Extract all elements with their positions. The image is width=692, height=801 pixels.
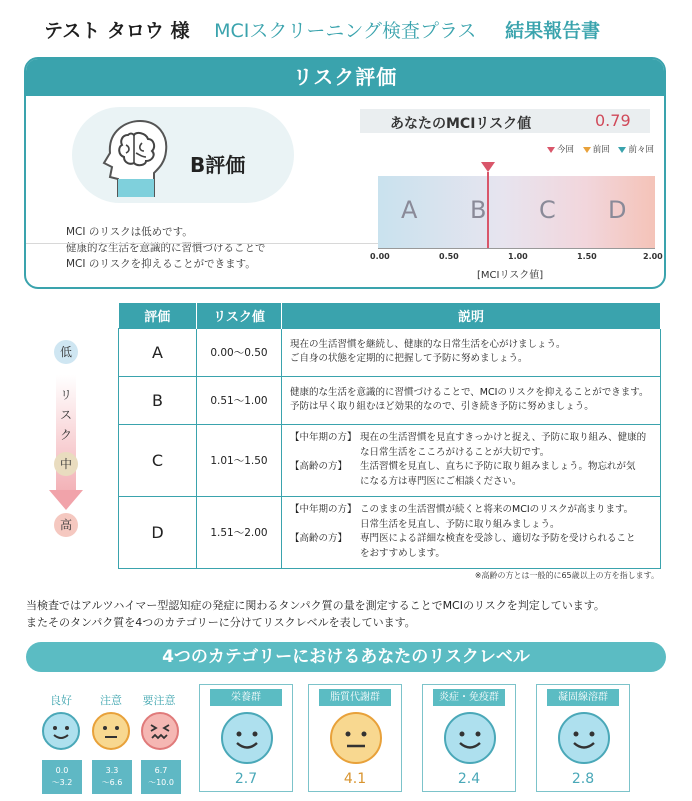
row-range: 1.01〜1.50 bbox=[197, 424, 282, 496]
grade-letter: B bbox=[470, 196, 487, 224]
row-desc bbox=[282, 424, 661, 496]
category-card-lipid bbox=[308, 684, 402, 792]
desc-line: をおすすめします。 bbox=[360, 547, 445, 559]
row-range: 0.51〜1.00 bbox=[197, 376, 282, 424]
risk-eval-panel bbox=[24, 57, 666, 289]
range-max: 〜10.0 bbox=[148, 778, 174, 787]
row-grade: A bbox=[119, 328, 197, 376]
scale-high: 高 bbox=[54, 513, 78, 537]
desc-line: な日常生活をこころがけることが大切です。 bbox=[360, 446, 550, 458]
axis-tick: 1.50 bbox=[577, 252, 597, 261]
middle-age-tag: 【中年期の方】 bbox=[290, 432, 357, 443]
good-face-icon bbox=[41, 711, 81, 751]
desc-line: 予防は早く取り組むほど効果的なので、引き続き予防に努めましょう。 bbox=[290, 401, 594, 412]
desc-line: ご自身の状態を定期的に把握して予防に努めましょう。 bbox=[290, 353, 528, 364]
good-face-icon bbox=[220, 711, 274, 765]
risk-gradient-scale bbox=[378, 176, 655, 248]
axis-tick: 1.00 bbox=[508, 252, 528, 261]
score-value: 0.79 bbox=[595, 111, 631, 130]
range-max: 〜6.6 bbox=[101, 778, 123, 787]
category-card-coagulation bbox=[536, 684, 630, 792]
desc-line: になる方は専門医にご相談ください。 bbox=[360, 475, 522, 487]
warning-face-icon bbox=[140, 711, 180, 751]
level-label-caution: 注意 bbox=[100, 694, 122, 707]
brain-head-icon bbox=[96, 117, 172, 197]
grade-description bbox=[66, 224, 266, 272]
elderly-tag: 【高齢の方】 bbox=[290, 533, 348, 544]
current-score-line bbox=[487, 172, 489, 248]
paragraph-line: またそのタンパク質を4つのカテゴリーに分けてリスクレベルを表しています。 bbox=[26, 616, 416, 629]
row-grade: C bbox=[119, 424, 197, 496]
grade-letter: A bbox=[401, 196, 418, 224]
desc-line: 専門医による詳細な検査を受診し、適切な予防を受けられること bbox=[360, 533, 636, 544]
row-range: 0.00〜0.50 bbox=[197, 328, 282, 376]
range-min: 0.0 bbox=[55, 766, 69, 775]
report-header bbox=[44, 16, 600, 43]
range-min: 6.7 bbox=[154, 766, 168, 775]
good-face-icon bbox=[557, 711, 611, 765]
grade-letter: D bbox=[608, 196, 627, 224]
col-desc: 説明 bbox=[282, 303, 661, 328]
legend-current: 今回 bbox=[557, 145, 575, 155]
desc-line: このままの生活習慣が続くと将来のMCIのリスクが高まります。 bbox=[360, 504, 634, 515]
current-score-marker-icon bbox=[481, 162, 495, 172]
previous-marker-icon bbox=[583, 147, 591, 153]
desc-line: 健康的な生活を意識的に習慣づけることで、MCIのリスクを抑えることができます。 bbox=[290, 386, 649, 398]
grade-letter: C bbox=[539, 196, 556, 224]
good-face-icon bbox=[443, 711, 497, 765]
table-row bbox=[119, 328, 661, 376]
row-desc bbox=[282, 328, 661, 376]
current-marker-icon bbox=[547, 147, 555, 153]
level-range-caution bbox=[92, 760, 132, 794]
description-line: MCI のリスクは低めです。 bbox=[66, 226, 193, 238]
row-grade: B bbox=[119, 376, 197, 424]
row-grade: D bbox=[119, 496, 197, 568]
range-max: 〜3.2 bbox=[51, 778, 73, 787]
elderly-tag: 【高齢の方】 bbox=[290, 461, 348, 472]
legend bbox=[541, 143, 654, 155]
category-name: 炎症・免疫群 bbox=[433, 689, 505, 706]
grade-table bbox=[118, 303, 661, 569]
risk-arrow-head-icon bbox=[49, 490, 83, 510]
col-grade: 評価 bbox=[119, 303, 197, 328]
row-desc bbox=[282, 496, 661, 568]
desc-line: 現在の生活習慣を見直すきっかけと捉え、予防に取り組み、健康的 bbox=[360, 432, 647, 443]
risk-eval-title: リスク評価 bbox=[26, 59, 664, 96]
category-value: 4.1 bbox=[343, 771, 367, 787]
divider bbox=[26, 243, 396, 244]
category-value: 2.7 bbox=[234, 771, 258, 787]
caution-face-icon bbox=[329, 711, 383, 765]
category-card-inflammation bbox=[422, 684, 516, 792]
scale-risk-char: ク bbox=[60, 428, 73, 442]
level-range-warning bbox=[141, 760, 181, 794]
category-name: 脂質代謝群 bbox=[319, 689, 391, 706]
category-name: 栄養群 bbox=[210, 689, 282, 706]
score-label: あなたのMCIリスク値 bbox=[390, 116, 532, 132]
table-footnote: ※高齢の方とは一般的に65歳以上の方を指します。 bbox=[474, 571, 659, 580]
legend-prev-previous: 前々回 bbox=[628, 145, 654, 155]
axis-label: [MCIリスク値] bbox=[477, 270, 544, 281]
grade-result: B評価 bbox=[190, 153, 246, 177]
prev-previous-marker-icon bbox=[618, 147, 626, 153]
program-title: MCIスクリーニング検査プラス bbox=[214, 20, 477, 42]
range-min: 3.3 bbox=[105, 766, 119, 775]
table-row bbox=[119, 424, 661, 496]
axis-tick: 2.00 bbox=[643, 252, 663, 261]
category-banner: 4つのカテゴリーにおけるあなたのリスクレベル bbox=[26, 642, 666, 672]
axis-tick: 0.00 bbox=[370, 252, 390, 261]
category-value: 2.4 bbox=[457, 771, 481, 787]
axis-tick: 0.50 bbox=[439, 252, 459, 261]
category-card-nutrition bbox=[199, 684, 293, 792]
description-line: 健康的な生活を意識的に習慣づけることで bbox=[66, 242, 266, 254]
scale-mid: 中 bbox=[54, 452, 78, 476]
description-line: MCI のリスクを抑えることができます。 bbox=[66, 258, 256, 270]
explanation-paragraph bbox=[26, 597, 605, 631]
caution-face-icon bbox=[91, 711, 131, 751]
level-label-warning: 要注意 bbox=[142, 694, 176, 707]
level-label-good: 良好 bbox=[50, 694, 72, 707]
scale-risk-char: ス bbox=[60, 408, 73, 422]
table-row bbox=[119, 496, 661, 568]
middle-age-tag: 【中年期の方】 bbox=[290, 504, 357, 515]
row-desc bbox=[282, 376, 661, 424]
paragraph-line: 当検査ではアルツハイマー型認知症の発症に関わるタンパク質の量を測定することでMCIのリスクを判定しています。 bbox=[26, 599, 605, 612]
level-range-good bbox=[42, 760, 82, 794]
report-title: 結果報告書 bbox=[505, 20, 601, 42]
scale-low: 低 bbox=[54, 340, 78, 364]
score-axis bbox=[378, 248, 655, 249]
desc-line: 日常生活を見直し、予防に取り組みましょう。 bbox=[360, 518, 560, 530]
legend-previous: 前回 bbox=[592, 145, 610, 155]
category-value: 2.8 bbox=[571, 771, 595, 787]
scale-risk-char: リ bbox=[60, 388, 73, 402]
row-range: 1.51〜2.00 bbox=[197, 496, 282, 568]
table-row bbox=[119, 376, 661, 424]
category-name: 凝固線溶群 bbox=[547, 689, 619, 706]
patient-name: テスト タロウ 様 bbox=[44, 20, 190, 42]
col-range: リスク値 bbox=[197, 303, 282, 328]
desc-line: 現在の生活習慣を継続し、健康的な日常生活を心がけましょう。 bbox=[290, 338, 566, 350]
desc-line: 生活習慣を見直し、直ちに予防に取り組みましょう。物忘れが気 bbox=[360, 461, 636, 472]
